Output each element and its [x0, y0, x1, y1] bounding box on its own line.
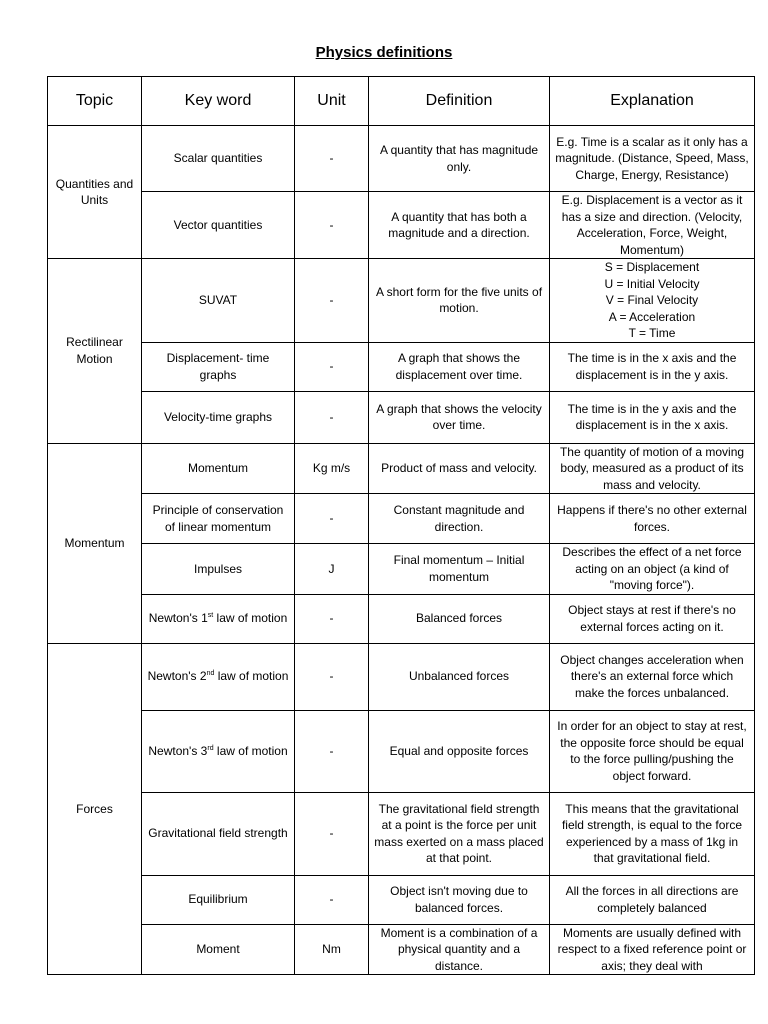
explanation-cell — [550, 259, 755, 343]
suvat-line: V = Final Velocity — [605, 293, 699, 307]
table-row — [48, 192, 755, 259]
suvat-line: T = Time — [628, 326, 676, 340]
definition-cell: A quantity that has magnitude only. — [369, 126, 550, 192]
key-word-text: Newton's 3 — [148, 743, 208, 758]
header-topic: Topic — [48, 77, 142, 126]
key-word-text: law of motion — [214, 669, 289, 684]
definition-cell: Moment is a combination of a physical quantity and a distance. — [369, 924, 550, 975]
key-word-cell: Equilibrium — [142, 875, 295, 924]
topic-rectilinear: Rectilinear Motion — [48, 259, 142, 444]
definition-cell: Product of mass and velocity. — [369, 443, 550, 494]
unit-cell: - — [295, 192, 369, 259]
definition-cell: A graph that shows the velocity over time. — [369, 391, 550, 443]
unit-cell: - — [295, 259, 369, 343]
key-word-cell: Velocity-time graphs — [142, 391, 295, 443]
key-word-cell: Principle of conservation of linear momentum — [142, 494, 295, 544]
table-row — [48, 710, 755, 792]
unit-cell: - — [295, 391, 369, 443]
explanation-cell: E.g. Time is a scalar as it only has a magnitude. (Distance, Speed, Mass, Charge, Energy, Resistance) — [550, 126, 755, 192]
unit-cell: - — [295, 875, 369, 924]
unit-cell: Kg m/s — [295, 443, 369, 494]
unit-cell: - — [295, 792, 369, 875]
unit-cell: - — [295, 126, 369, 192]
explanation-cell: E.g. Displacement is a vector as it has a size and direction. (Velocity, Acceleration, Force, Weight, Momentum) — [550, 192, 755, 259]
topic-quantities: Quantities and Units — [48, 126, 142, 259]
key-word-cell: Moment — [142, 924, 295, 975]
table-row — [48, 924, 755, 975]
suvat-line: A = Acceleration — [608, 309, 696, 324]
header-definition: Definition — [369, 77, 550, 126]
key-word-cell: Displacement- time graphs — [142, 342, 295, 391]
definition-cell: Equal and opposite forces — [369, 710, 550, 792]
key-word-text: Newton's 1 — [148, 611, 208, 626]
key-word-cell — [142, 710, 295, 792]
header-unit: Unit — [295, 77, 369, 126]
table-row — [48, 643, 755, 710]
definition-cell: Final momentum – Initial momentum — [369, 544, 550, 595]
explanation-cell: Object stays at rest if there's no external forces acting on it. — [550, 594, 755, 643]
suvat-line: U = Initial Velocity — [604, 276, 700, 291]
unit-cell: - — [295, 342, 369, 391]
explanation-cell: Happens if there's no other external forces. — [550, 494, 755, 544]
definition-cell: Object isn't moving due to balanced forces. — [369, 875, 550, 924]
ordinal-suffix: st — [207, 612, 214, 620]
unit-cell: - — [295, 710, 369, 792]
table-row — [48, 443, 755, 494]
explanation-cell: Describes the effect of a net force acting on an object (a kind of "moving force"). — [550, 544, 755, 595]
key-word-cell: Vector quantities — [142, 192, 295, 259]
explanation-cell: All the forces in all directions are completely balanced — [550, 875, 755, 924]
key-word-cell: Gravitational field strength — [142, 792, 295, 875]
table-row — [48, 792, 755, 875]
key-word-cell — [142, 643, 295, 710]
key-word-cell: SUVAT — [142, 259, 295, 343]
explanation-cell: The time is in the y axis and the displacement is in the x axis. — [550, 391, 755, 443]
definition-cell: A graph that shows the displacement over time. — [369, 342, 550, 391]
explanation-cell: This means that the gravitational field strength, is equal to the force experienced by a mass of 1kg in that gravitational field. — [550, 792, 755, 875]
explanation-cell: The time is in the x axis and the displacement is in the y axis. — [550, 342, 755, 391]
definitions-table — [47, 76, 755, 975]
unit-cell: - — [295, 594, 369, 643]
key-word-cell: Momentum — [142, 443, 295, 494]
explanation-cell: The quantity of motion of a moving body, measured as a product of its mass and velocity. — [550, 443, 755, 494]
unit-cell: - — [295, 643, 369, 710]
key-word-cell: Impulses — [142, 544, 295, 595]
topic-forces: Forces — [48, 643, 142, 975]
key-word-cell: Scalar quantities — [142, 126, 295, 192]
page-title: Physics definitions — [315, 44, 453, 61]
topic-momentum: Momentum — [48, 443, 142, 643]
explanation-cell — [550, 924, 755, 975]
table-row — [48, 126, 755, 192]
table-row — [48, 494, 755, 544]
ordinal-suffix: nd — [206, 670, 215, 678]
table-row — [48, 594, 755, 643]
key-word-text: law of motion — [213, 611, 288, 626]
key-word-text: Newton's 2 — [147, 669, 207, 684]
table-row — [48, 544, 755, 595]
definition-cell: The gravitational field strength at a point is the force per unit mass exerted on a mass placed at that point. — [369, 792, 550, 875]
header-row — [48, 77, 755, 126]
header-explanation: Explanation — [550, 77, 755, 126]
explanation-cell: In order for an object to stay at rest, the opposite force should be equal to the force pulling/pushing the object forward. — [550, 710, 755, 792]
unit-cell: Nm — [295, 924, 369, 975]
suvat-line: S = Displacement — [604, 260, 700, 274]
key-word-text: law of motion — [213, 743, 288, 758]
table-row — [48, 875, 755, 924]
definition-cell: A short form for the five units of motion. — [369, 259, 550, 343]
explanation-text: Moments are usually defined with respect to a fixed reference point or axis; they deal with — [557, 925, 747, 973]
unit-cell: - — [295, 494, 369, 544]
header-key-word: Key word — [142, 77, 295, 126]
table-row — [48, 391, 755, 443]
definition-cell: Balanced forces — [369, 594, 550, 643]
explanation-cell: Object changes acceleration when there's an external force which make the forces unbalanced. — [550, 643, 755, 710]
key-word-cell — [142, 594, 295, 643]
unit-cell: J — [295, 544, 369, 595]
table-row — [48, 259, 755, 343]
definition-cell: Constant magnitude and direction. — [369, 494, 550, 544]
table-row — [48, 342, 755, 391]
ordinal-suffix: rd — [207, 744, 214, 752]
definition-cell: Unbalanced forces — [369, 643, 550, 710]
definition-cell: A quantity that has both a magnitude and a direction. — [369, 192, 550, 259]
